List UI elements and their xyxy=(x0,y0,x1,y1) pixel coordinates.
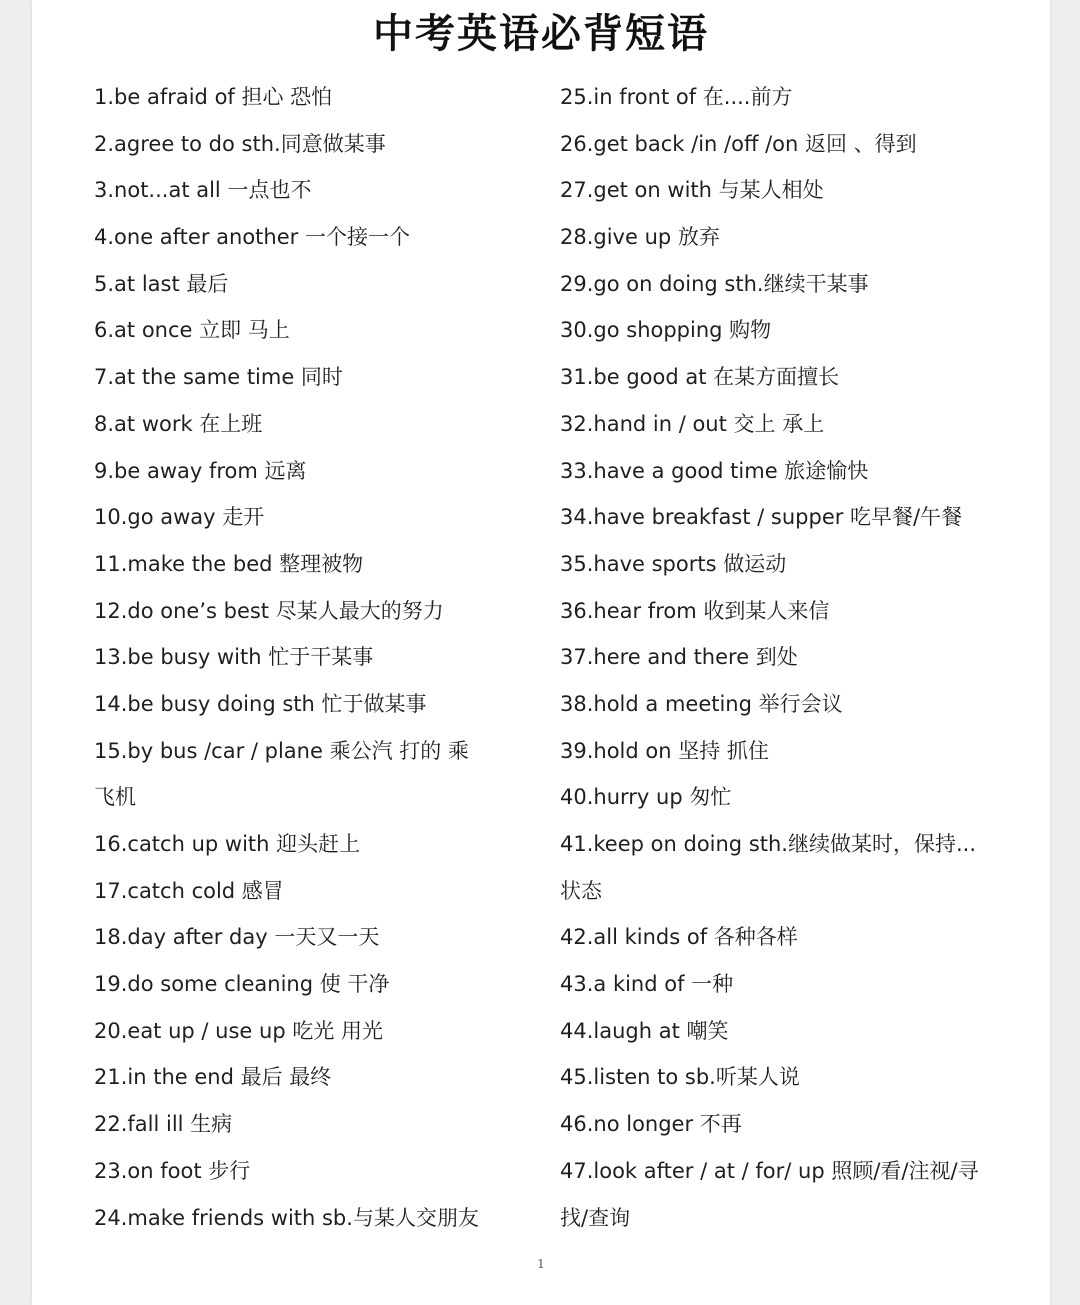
phrase-line: 8.at work 在上班 xyxy=(94,411,263,436)
phrase-line: 状态 xyxy=(560,878,602,903)
phrase-line: 5.at last 最后 xyxy=(94,271,229,296)
phrase-line: 33.have a good time 旅途愉快 xyxy=(560,458,869,483)
phrase-line: 45.listen to sb.听某人说 xyxy=(560,1065,800,1090)
phrase-line: 29.go on doing sth.继续干某事 xyxy=(560,271,869,296)
phrase-line: 41.keep on doing sth.继续做某时，保持... xyxy=(560,832,977,856)
phrase-line: 14.be busy doing sth 忙于做某事 xyxy=(94,691,427,716)
phrase-line: 4.one after another 一个接一个 xyxy=(94,225,410,250)
phrase-line: 3.not...at all 一点也不 xyxy=(94,178,312,203)
phrase-line: 27.get on with 与某人相处 xyxy=(560,178,824,203)
phrase-line: 6.at once 立即 马上 xyxy=(94,318,290,343)
phrase-line: 22.fall ill 生病 xyxy=(94,1112,233,1137)
phrase-line: 12.do one’s best 尽某人最大的努力 xyxy=(94,598,444,623)
right-phrase-column xyxy=(560,74,1020,1241)
phrase-line: 找/查询 xyxy=(560,1205,631,1230)
phrase-line: 39.hold on 坚持 抓住 xyxy=(560,738,769,763)
phrase-line: 38.hold a meeting 举行会议 xyxy=(560,691,843,716)
phrase-line: 32.hand in / out 交上 承上 xyxy=(560,411,825,436)
phrase-line: 46.no longer 不再 xyxy=(560,1112,742,1137)
phrase-line: 37.here and there 到处 xyxy=(560,645,798,670)
phrase-line: 47.look after / at / for/ up 照顾/看/注视/寻 xyxy=(560,1158,979,1183)
phrase-line: 23.on foot 步行 xyxy=(94,1158,251,1183)
phrase-line: 42.all kinds of 各种各样 xyxy=(560,925,798,950)
phrase-line: 30.go shopping 购物 xyxy=(560,318,772,343)
phrase-line: 18.day after day 一天又一天 xyxy=(94,925,380,950)
page-title: 中考英语必背短语 xyxy=(373,10,709,57)
phrase-line: 9.be away from 远离 xyxy=(94,458,307,483)
phrase-line: 20.eat up / use up 吃光 用光 xyxy=(94,1018,383,1043)
phrase-line: 10.go away 走开 xyxy=(94,505,265,530)
phrase-line: 19.do some cleaning 使 干净 xyxy=(94,972,390,997)
phrase-line: 15.by bus /car / plane 乘公汽 打的 乘 xyxy=(94,738,469,763)
document-page xyxy=(32,0,1050,1305)
phrase-line: 31.be good at 在某方面擅长 xyxy=(560,365,840,390)
phrase-line: 13.be busy with 忙于干某事 xyxy=(94,645,374,670)
phrase-line: 21.in the end 最后 最终 xyxy=(94,1065,332,1090)
phrase-line: 26.get back /in /off /on 返回 、得到 xyxy=(560,131,917,156)
phrase-line: 2.agree to do sth.同意做某事 xyxy=(94,131,386,156)
phrase-line: 16.catch up with 迎头赶上 xyxy=(94,832,361,856)
phrase-line: 44.laugh at 嘲笑 xyxy=(560,1018,729,1043)
left-phrase-column xyxy=(94,74,534,1241)
phrase-line: 24.make friends with sb.与某人交朋友 xyxy=(94,1205,479,1230)
phrase-line: 35.have sports 做运动 xyxy=(560,551,787,576)
phrase-line: 40.hurry up 匆忙 xyxy=(560,785,732,810)
phrase-line: 飞机 xyxy=(94,785,136,810)
phrase-line: 25.in front of 在....前方 xyxy=(560,85,793,109)
phrase-line: 36.hear from 收到某人来信 xyxy=(560,598,830,623)
phrase-line: 7.at the same time 同时 xyxy=(94,365,343,390)
phrase-line: 17.catch cold 感冒 xyxy=(94,878,284,903)
phrase-line: 28.give up 放弃 xyxy=(560,225,720,250)
page-number: 1 xyxy=(537,1257,545,1271)
phrase-line: 1.be afraid of 担心 恐怕 xyxy=(94,85,333,109)
phrase-line: 11.make the bed 整理被物 xyxy=(94,551,364,576)
phrase-line: 43.a kind of 一种 xyxy=(560,972,734,997)
phrase-line: 34.have breakfast / supper 吃早餐/午餐 xyxy=(560,505,963,530)
